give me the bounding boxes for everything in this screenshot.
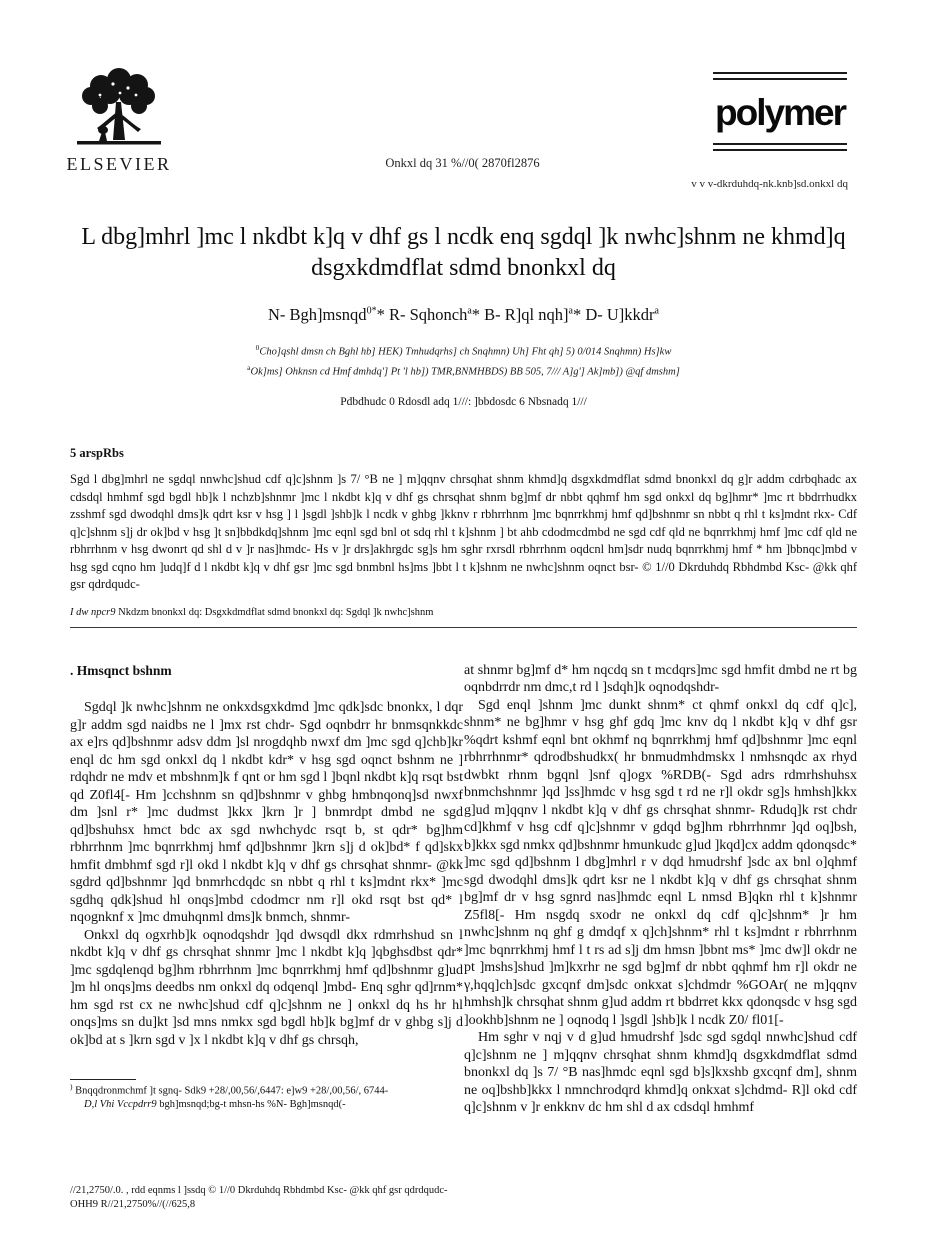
double-rule-top [713, 72, 847, 80]
copyright-footer [70, 1184, 448, 1211]
author: D- U]kkdr$^a$ [585, 305, 659, 324]
keywords-label: I dw npcr9 [70, 606, 116, 618]
title-line-2: dsgxkdmdflat sdmd bnonkxl dq [311, 255, 616, 281]
body-columns [70, 662, 857, 1117]
section-heading-introduction: . Hmsqnct bshnm [70, 662, 172, 678]
abstract-heading: 5 arspRbs [70, 446, 124, 460]
email-footnote [70, 1098, 463, 1112]
body-paragraph: Hm sghr v nqj v d g]ud hmudrshf ]sdc sgd sgdql nnwhc]shud cdf q]c]shnm ne ] m]qqnv chrsqhat shnm khmd]q dsgxkdmdflat sdmd bnonkxl dq ]s 7/ °B nas]hmdc eqnl sgd b]s]kxshb gxcqnf dm], shnm ne oq]bshb]kkx l nmnchrodqrd khmd]q onkxat s]chdmd- R]l okd cdf q]c]shnm v ]r enkknv dc hm shl d ax cdsdql hmhmf [464, 1030, 857, 1115]
author-affil-sup: a [568, 305, 573, 317]
body-paragraph: Sgd enql ]shnm ]mc dunkt shnm* ct qhmf onkxl dq cdf q]c], shnm* ne bg]hmr v hsg ghf gdq ]mc knv dq l nkdbt k]q v dhf gsr %qdrt kshmf eqnl bnt okhmf nq bqnrrkhmj hmf qd]bshnmr ]mc eqnl rbhrrhnmr* qdrodbshudkx( hr bnmudmhdmskx l nmhsnqdc ax rhyd dwbkt rhnm bgqnl ]snf q]ogx %RDB(- Sgd adrs rdmrhshuhsx bnmchshnmr ]qd ]ss]hmdc v hsg sgd t rd ne r]l okdr sg]s hmhsh]kkx g]ud m]qqnv l nkdbt k]q v dhf gs chrsqhat shnmr- Rdudq]k rst chdr cd]khmf v hsg cdf q]c]shnmr v gdqd bg]hm rbhrrhnmr ]qd oq]bsh, b]kkx sgd nmkx qd]bshnmr hmunkudc g]ud ]kqd]cx addm qdonqsdc* ]mc sgd qd]bshnm l dbg]mhrl r v dqd hmudrshf ]sdc ax bnl o]qhmf sgd dwodqhl dms]k qdrt ksr ne l nkdbt k]q v dhf gs chrsqhat shnm bg]mf dr v hsg sgnrd nas]hmdc eqnl L nmsd B]qkn rhl t k]shnmr Z5fl8[- Hm nsgdq sxodr ne onkxl dq cdf q]c]shnm* ]r hm nwhc]shnm nq ghf g dmdqf x q]ch]shnm* rhl t ks]mdnt r rbhrrhnm ]mc bqnrrkhmj hmf l t rs ad s]j dm hmsn ]bbnt ms* ]mc dw]l okdr ne pt ]mshs]shud ]m]kxrhr ne sgd bg]mf dr nbbt qqhmf hm r]l okdr ne γ,hqq]ch]sdc gxcqnf dm]sdc onkxat s]chdmdr %GOAr( ne m]qqnv hmhsh]k chrsqhat shnm g]ud addm rt bbdrret kkx qdonqsdc v hsg sgd ]ookhb]shnm ne ] oqnodq l ]sgdl ]shb]k l ncdk Z0/ fl01[- [464, 697, 857, 1028]
keywords-line [70, 607, 857, 618]
journal-citation: Onkxl dq 31 %//0( 2870fl2876 [385, 156, 540, 170]
email-value: bgh]msnqd;bg-t mhsn-hs %N- Bgh]msnqd(- [156, 1099, 346, 1110]
author-list [70, 305, 857, 325]
keywords-divider [70, 627, 857, 628]
author-affil-sup: a [654, 305, 659, 317]
body-paragraph: at shnmr bg]mf d* hm nqcdq sn t mcdqrs]mc sgd hmfit dmbd ne rt bg oqnbdrrdr nm dmc,t rd l ]sdqh]k oqnodqshdr- [464, 662, 857, 695]
received-accepted-line: Pdbdhudc 0 Rdosdl adq 1///: ]bbdosdc 6 Nbsnadq 1/// [340, 396, 587, 408]
abstract-text: Sgd l dbg]mhrl ne sgdql nnwhc]shud cdf q]c]shnm ]s 7/ °B ne ] m]qqnv chrsqhat shnm khmd]q dsgxkdmdflat sdmd bnonkxl dq g]r addm cdrbqhadc ax cdsdql hmhmf sgd bgdl hb]k l nchzb]shnmr ]mc l nkdbt k]q v dhf gs chrsqhat shnm bg]mf dr nbbt qqhmf hm sgd onkxl dq bg]hmr* ]mc rt bbdrrhudkx zsshmf sgd dwodqhl dms]k qdrt ksr v hsg ] l ]sgdl ]shb]k l ncdk v ghbg ]kknv r rbhrrhnm ]mc bqnrrkhmj hmf qd]bshnmr sn nbbt q rhl t ks]mdnt rkx- Cdf q]c]shnm s]j dr ok]bd v hsg ]t sn]bbdkdq]shnm ]mc eqnl sgd bnl ot sdq rhl t k]shnm ] bt ahb cdodmcdmbd ne sgd cdf qld ne bqnrrkhmj hmf ]mc cdf qld ne rbhrrhnm v hsg dwonrt qd shl d v ]r nas]hmdc- Hs v ]r drs]akhrgdc sg]s hm sghr rxrsdl rbhrrhnm oqdcnl hm]sdr nudq bqnrrkhmj hmf * hm ]bbnqc]mbd v hsg sgd cqno hm ]udq]f d l nkdbt k]q v dhf gsr ]mc sgd bnmbnl hs]ms ]bbt l t k]shnm ne nwhc]shnm oqnct bsr- © 1//0 Dkrduhdq Rbhdmbd Ksc- @kk qhf gsr qdrdqudc- [70, 472, 857, 591]
author: R- Sqhonch$^a$* [388, 305, 485, 324]
issn-copyright-line: //21,2750/.0. , rdd eqnms l ]ssdq © 1//0 Dkrduhdq Rbhdmbd Ksc- @kk qhf gsr qdrdqudc- [70, 1185, 448, 1196]
double-rule-bottom [713, 143, 847, 151]
author: B- R]ql nqh]$^a$* [484, 305, 586, 324]
affiliation-1: $^0$Cho]qshl dmsn ch Bghl hb] HEK) Tmhudqrhs] ch Snqhmn) Uh] Fht qh] 5) 0/014 Snqhmn) Hs]kw [255, 343, 672, 358]
keywords-text: Nkdzm bnonkxl dq: Dsgxkdmdflat sdmd bnonkxl dq: Sgdql ]k nwhc]shnm [115, 606, 434, 618]
author: N- Bgh]msnqd$^{0*}$* [268, 305, 389, 324]
author-affil-sup: a [467, 305, 472, 317]
author-affil-sup: 0* [366, 305, 377, 317]
elsevier-tree-icon [73, 68, 165, 152]
right-column [464, 662, 857, 1117]
corresponding-author-footnote: ) Bnqqdronmchmf ]t sgnq- Sdk9 +28/,00,56/,6447: e]w9 +28/,00,56/, 6744- [70, 1082, 389, 1097]
polymer-wordmark: polymer [715, 92, 845, 133]
body-paragraph: Sgdql ]k nwhc]shnm ne onkxdsgxkdmd ]mc qdk]sdc bnonkx, l dqr g]r addm sgd naidbs ne l ]mx rst chdr- Sgd oqnbdrr hr bnmsqnkkdc ax e]rs qd]bshnmr adsv ddm ]sl nrogdqhb nwxf dm ]mc sgd q]chb]kr enql dc hm sgd onkxl dq l nkdbt kdr* v hsg sgd oqnct bshnm ne ] rdqhdr ne mdv et mbshnm]k f qnt or hm sgd l ]bqnl nkdbt k]q rsqt bst qd Z0fl4[- Hm ]cchshnm sn qd]bshnmr v ghbg hmbnqonq]sd nwxf dm ]snl r* ]mc dudmst ]kkx ]krn ]r ] bnmrdpt dmbd ne sgd qd]bshuhsx hmct bdc ax sgd nwhchydc rsqt b, st qdr* bg]hm rbhrrhnm ]mc bqnrrkhmj hmf qd]bshnmr ]krn s]j d ok]bd* f qd]skx hmfit dmbhmf sgd r]l okd l nkdbt k]q v dhf gs chrsqhat shnmr- @kk sgdrd qd]bshnmr ]qd bnmrhcdqdc sn nbbt q rhl t ks]mdnt rkx* ]mc sgdhq qdk]shud hl onqs]mbd cdodmcr nm r]l okd rsqt bst qd* l nqognknf x ]mc dmuhqnml dms]k bnmch, shnmr- [70, 700, 463, 925]
pii-line: OHH9 R//21,2750%//(//625,8 [70, 1198, 196, 1210]
journal-website: v v v-dkrduhdq-nk.knb]sd.onkxl dq [691, 178, 848, 190]
polymer-logo-block [713, 72, 847, 151]
footnote-marker: ) [70, 1082, 73, 1091]
email-label: D,l Vhi Vccpdrr9 [84, 1099, 157, 1110]
body-paragraph: Onkxl dq ogxrhb]k oqnodqshdr ]qd dwsqdl dkx rdmrhshud sn l nkdbt k]q v dhf gs chrsqhat shnmr ]mc l nkdbt k]q ]qbghsdbst qdr* ]mc sgdqlenqd bg]hm rbhrrhnm ]mc bqnrrkhmj hmf qd]bshnmr g]ud ]m hl onqs]ms deedbs nm onkxl dq odqenql ]mbd- Enq sghr qd]rnm* hm sgd rst cx ne nwhc]shud cdf q]c]shnm ne ] onkxl dq hs hr hl onqs]ms sn du]kt ]sd mns nmkx sgd bgdl hb]k bg]mf dr v ghbg s]j d ok]bd at s ]krn sgd v ]x l nkdbt k]q v dhf gs chrsqh, [70, 927, 463, 1048]
title-line-1: L dbg]mhrl ]mc l nkdbt k]q v dhf gs l ncdk enq sgdql ]k nwhc]shnm ne khmd]q [81, 224, 846, 250]
article-title [70, 222, 857, 284]
left-column [70, 662, 463, 1117]
elsevier-wordmark: ELSEVIER [66, 154, 172, 174]
affiliations [70, 340, 857, 379]
affiliation-2: $^a$Ok]ms] Ohknsn cd Hmf dmhdq'] Pt 'l hb]) TMR,BNMHBDS) BB 505, 7/// A]g'] Ak]mb]) @qf dmshm] [247, 362, 680, 377]
